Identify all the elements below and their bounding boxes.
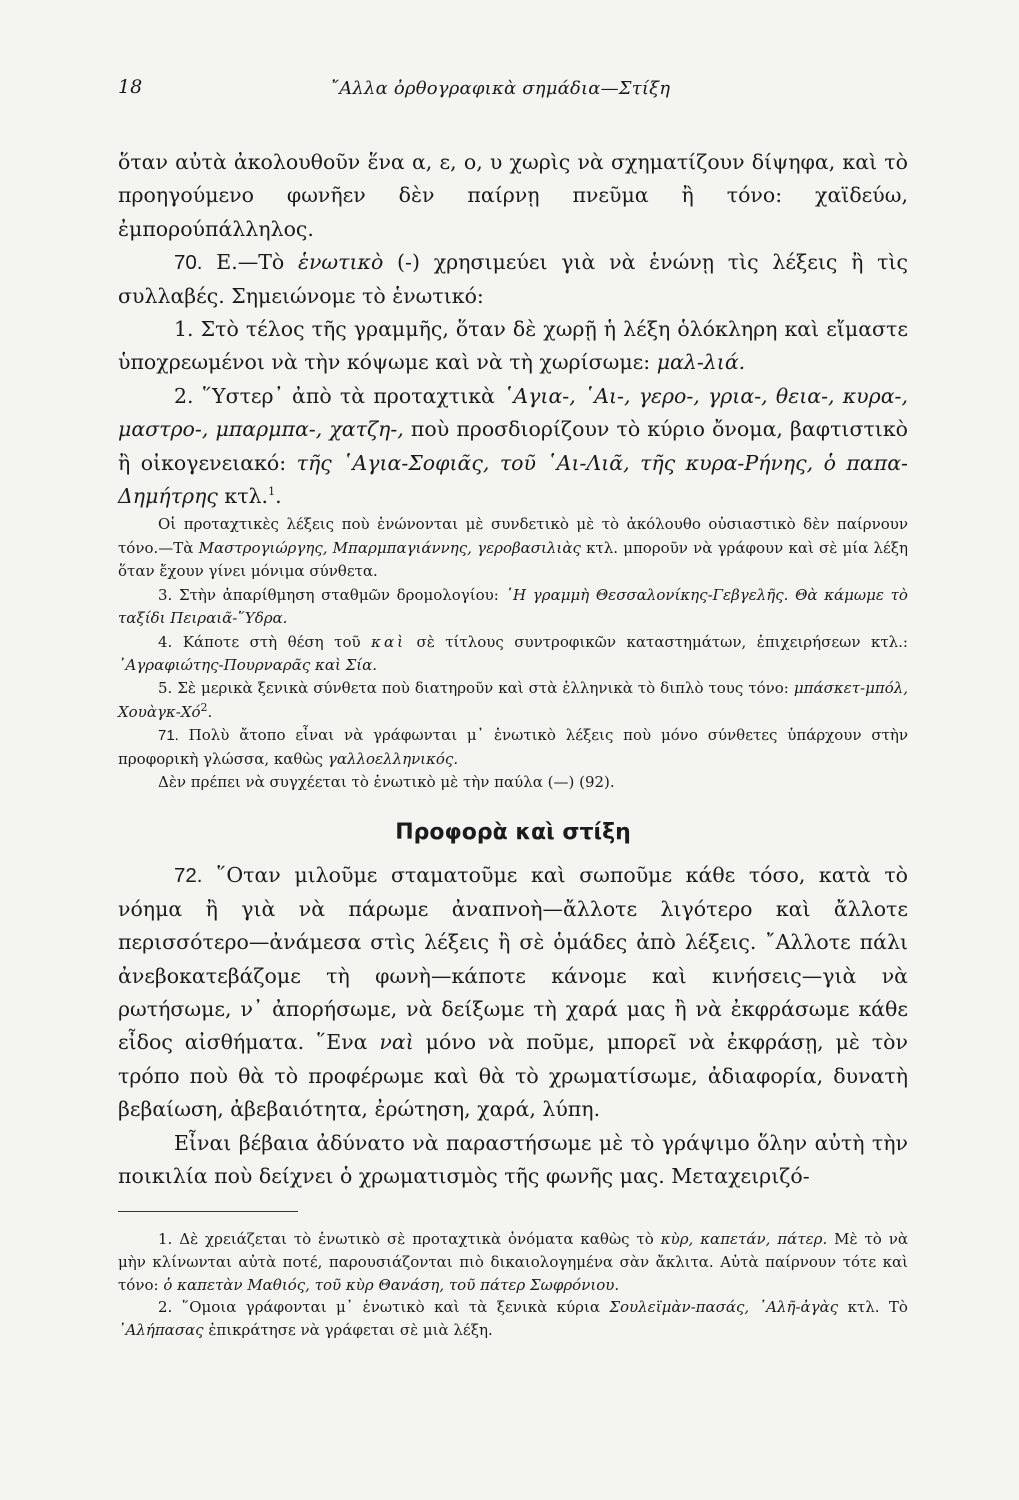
footnotes [118,1228,908,1341]
list-item-3: 3. Στὴν ἀπαρίθμηση σταθμῶν δρομολογίου: ῾Η γραμμὴ Θεσσαλονίκης-Γεβγελῆς. Θὰ κάμωμε τὸ ταξίδι Πειραιᾶ-῞Υδρα. [118,585,908,628]
small-note: Οἱ προταχτικὲς λέξεις ποὺ ἑνώνονται μὲ συνδετικὸ μὲ τὸ ἀκόλουθο οὐσιαστικὸ δὲν παίρνουν τόνο.—Τὰ Μαστρογιώργης, Μπαρμπαγιάννης, γεροβασιλιὰς κτλ. μποροῦν νὰ γράφουν καὶ σὲ μία λέξη ὅταν ἔχουν γίνει μόνιμα σύνθετα. [118,515,908,581]
page-number: 18 [118,76,143,98]
page-header [118,76,914,112]
list-item-1: 1. Στὸ τέλος τῆς γραμμῆς, ὅταν δὲ χωρῇ ἡ λέξη ὁλόκληρη καὶ εἴμαστε ὑποχρεωμένοι νὰ τὴν κόψωμε καὶ νὰ τὴ χωρίσωμε: μαλ-λιά. [118,317,908,375]
footnote-ref: 1 [268,485,276,499]
paragraph-71: 71. Πολὺ ἄτοπο εἶναι νὰ γράφωνται μ᾿ ἑνωτικὸ λέξεις ποὺ μόνο σύνθετες ὑπάρχουν στὴν προφορικὴ γλώσσα, καθὼς γαλλοελληνικός. [118,726,908,768]
running-title: ῎Αλλα ὀρθογραφικὰ σημάδια—Στίξη [330,78,671,99]
footnote-ref: 2 [200,700,208,714]
main-text [118,146,908,1341]
paragraph-continuation: ὅταν αὐτὰ ἀκολουθοῦν ἕνα α, ε, ο, υ χωρὶς νὰ σχηματίζουν δίψηφα, καὶ τὸ προηγούμενο φωνῆεν δὲν παίρνῃ πνεῦμα ἢ τόνο: χαϊδεύω, ἐμπορούπάλληλος. [118,150,908,241]
list-item-5: 5. Σὲ μερικὰ ξενικὰ σύνθετα ποὺ διατηροῦν καὶ στὰ ἑλληνικὰ τὸ διπλὸ τους τόνο: μπάσκετ-μπόλ, Χουὰγκ-$Xό^2$. [118,679,908,721]
paragraph-70: 70. Ε.—Τὸ ἑνωτικὸ (-) χρησιμεύει γιὰ νὰ ἑνώνῃ τὶς λέξεις ἢ τὶς συλλαβές. Σημειώνομε τὸ ἑνωτικό: [118,250,908,308]
list-item-2: 2. ῞Υστερ᾿ ἀπὸ τὰ προταχτικὰ ῾Αγια-, ῾Αι-, γερο-, γρια-, θεια-, κυρα-, μαστρο-, μπαρμπα-, χατζη-, ποὺ προσδιορίζουν τὸ κύριο ὄνομα, βαφτιστικὸ ἢ οἰκογενειακό: τῆς ῾Αγια-Σοφιᾶς, τοῦ ῾Αι-Λιᾶ, τῆς κυρα-Ρήνης, ὁ παπα-Δημήτρης κτλ.$^1$. [118,383,908,509]
footnote-1: 1. Δὲ χρειάζεται τὸ ἑνωτικὸ σὲ προταχτικὰ ὀνόματα καθὼς τὸ κὺρ, καπετάν, πάτερ. Μὲ τὸ νὰ μὴν κλίνωνται αὐτὰ ποτέ, παρουσιάζονται πιὸ δικαιολογημένα σὰν ἄκλιτα. Αὐτὰ παίρνουν τότε καὶ τόνο: ὁ καπετὰν Μαθιός, τοῦ κὺρ Θανάση, τοῦ πάτερ Σωφρόνιου. [118,1230,908,1294]
paragraph-73: Εἶναι βέβαια ἀδύνατο νὰ παραστήσωμε μὲ τὸ γράψιμο ὅλην αὐτὴ τὴν ποικιλία ποὺ δείχνει ὁ χρωματισμὸς τῆς φωνῆς μας. Μεταχειριζό- [118,1130,908,1188]
list-item-4: 4. Κάποτε στὴ θέση τοῦ καὶ σὲ τίτλους συντροφικῶν καταστημάτων, ἐπιχειρήσεων κτλ.: ᾿Αγραφιώτης-Πουρναρᾶς καὶ Σία. [118,632,908,674]
section-number: 70. [174,251,203,275]
footnote-2: 2. ῞Ομοια γράφονται μ᾿ ἑνωτικὸ καὶ τὰ ξενικὰ κύρια Σουλεϊμὰν-πασάς, ᾿Αλῆ-ἀγὰς κτλ. Τὸ ᾿Αλήπασας ἐπικράτησε νὰ γράφεται σὲ μιὰ λέξη. [118,1298,908,1339]
footnote-divider [118,1211,298,1212]
paragraph-71-note: Δὲν πρέπει νὰ συγχέεται τὸ ἑνωτικὸ μὲ τὴν παύλα (—) (92). [158,772,615,791]
paragraph-72: 72. ῞Οταν μιλοῦμε σταματοῦμε καὶ σωποῦμε κάθε τόσο, κατὰ τὸ νόημα ἢ γιὰ νὰ πάρωμε ἀναπνοὴ—ἄλλοτε λιγότερο καὶ ἄλλοτε περισσότερο—ἀνάμεσα στὶς λέξεις ἢ σὲ ὁμάδες ἀπὸ λέξεις. ῎Αλλοτε πάλι ἀνεβοκατεβάζομε τὴ φωνὴ—κάποτε κάνομε καὶ κινήσεις—γιὰ νὰ ρωτήσωμε, ν᾿ ἀπορήσωμε, νὰ δείξωμε τὴ χαρά μας ἢ νὰ ἐκφράσωμε κάθε εἶδος αἰσθήματα. ῞Ενα ναὶ μόνο νὰ ποῦμε, μπορεῖ νὰ ἐκφράσῃ, μὲ τὸν τρόπο ποὺ θὰ τὸ προφέρωμε καὶ θὰ τὸ χρωματίσωμε, ἀδιαφορία, δυνατὴ βεβαίωση, ἀβεβαιότητα, ἐρώτηση, χαρά, λύπη. [118,863,908,1122]
section-heading: Προφορὰ καὶ στίξη [395,820,631,846]
